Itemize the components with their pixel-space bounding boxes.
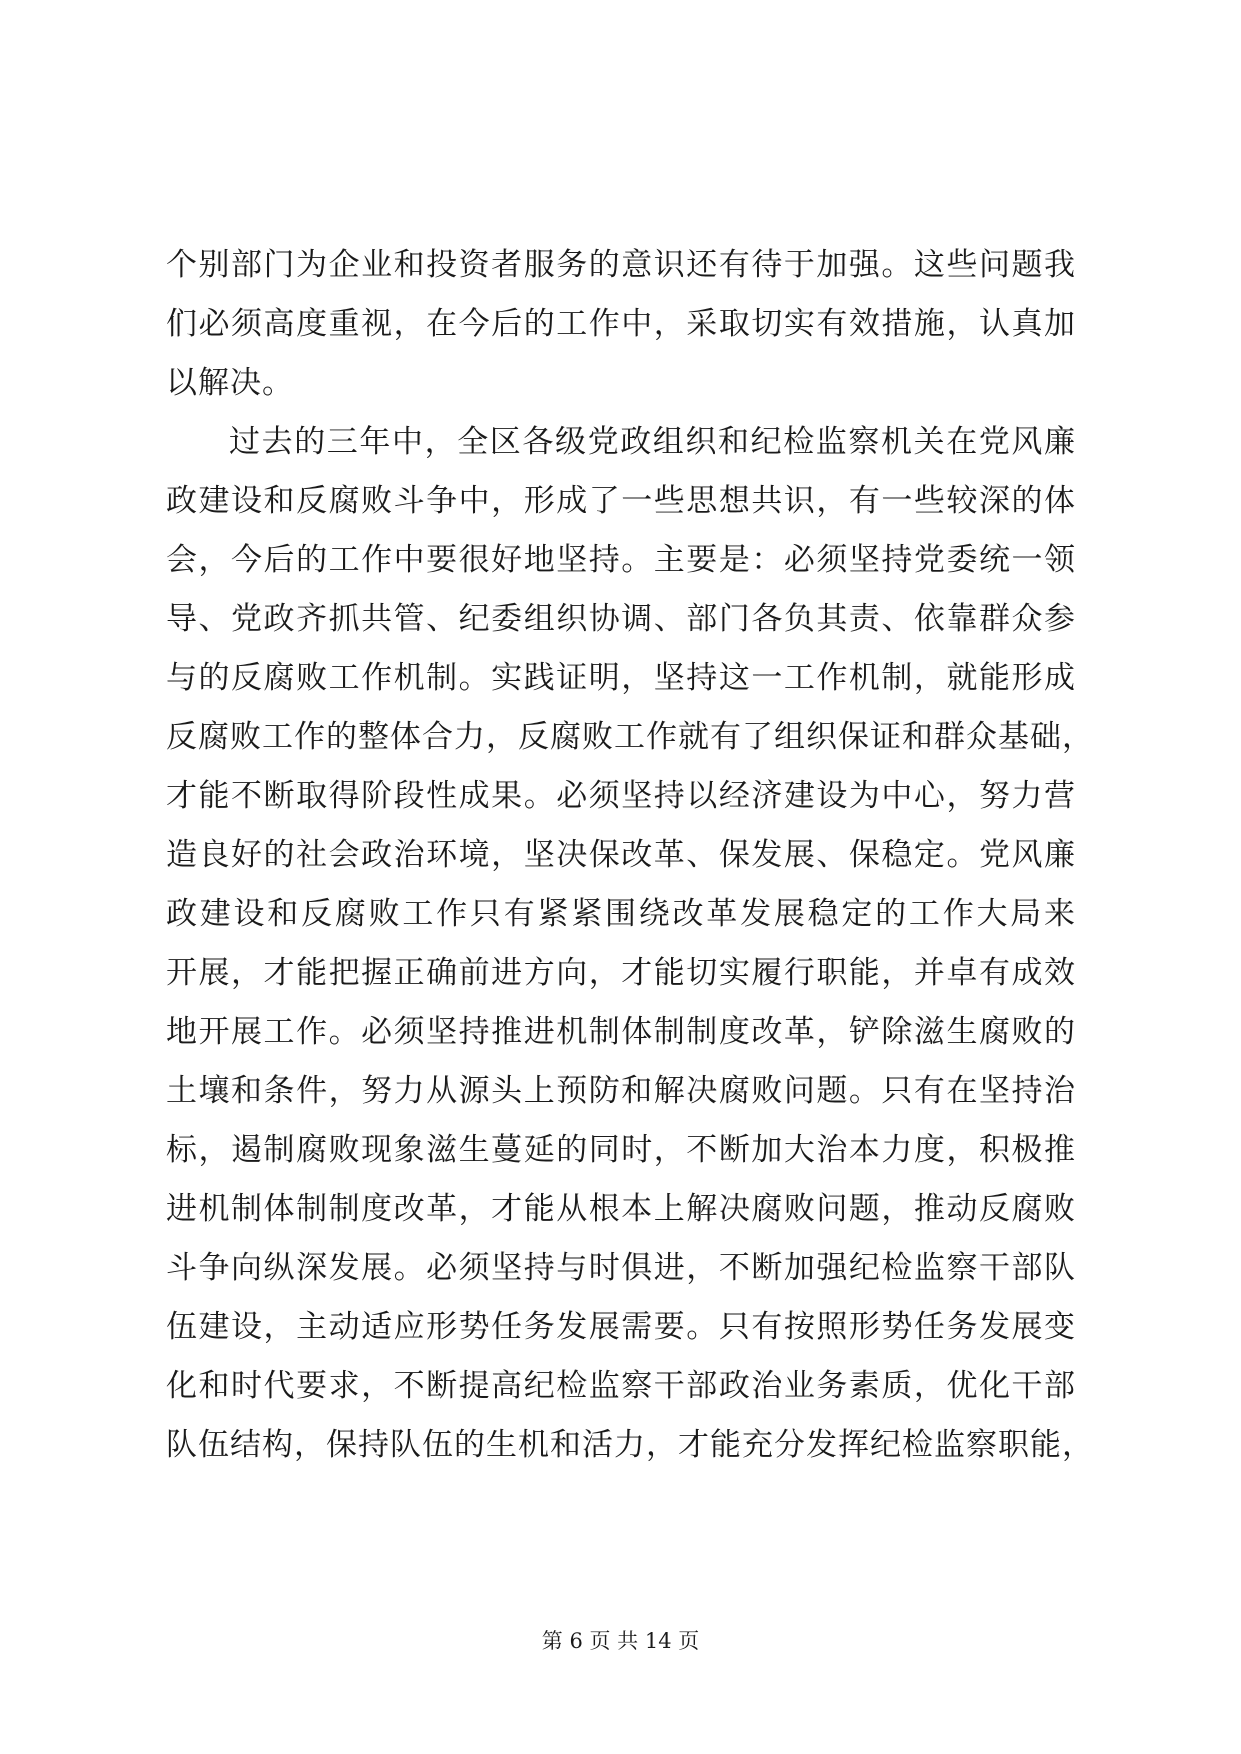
text-line: 才能不断取得阶段性成果。必须坚持以经济建设为中心，努力营	[166, 778, 1076, 814]
text-line: 土壤和条件，努力从源头上预防和解决腐败问题。只有在坚持治	[166, 1073, 1076, 1109]
text-line: 以解决。	[166, 365, 294, 401]
text-line: 化和时代要求，不断提高纪检监察干部政治业务素质，优化干部	[166, 1368, 1076, 1404]
text-line: 政建设和反腐败斗争中，形成了一些思想共识，有一些较深的体	[166, 483, 1076, 519]
text-line: 伍建设，主动适应形势任务发展需要。只有按照形势任务发展变	[166, 1309, 1076, 1345]
text-line: 进机制体制制度改革，才能从根本上解决腐败问题，推动反腐败	[166, 1191, 1076, 1227]
text-line: 地开展工作。必须坚持推进机制体制制度改革，铲除滋生腐败的	[166, 1014, 1076, 1050]
text-line: 标，遏制腐败现象滋生蔓延的同时，不断加大治本力度，积极推	[166, 1132, 1076, 1168]
text-line: 导、党政齐抓共管、纪委组织协调、部门各负其责、依靠群众参	[166, 601, 1076, 637]
text-line: 过去的三年中，全区各级党政组织和纪检监察机关在党风廉	[229, 424, 1076, 460]
text-line: 们必须高度重视，在今后的工作中，采取切实有效措施，认真加	[166, 306, 1076, 342]
text-line: 造良好的社会政治环境，坚决保改革、保发展、保稳定。党风廉	[166, 837, 1076, 873]
text-line: 反腐败工作的整体合力，反腐败工作就有了组织保证和群众基础，	[166, 719, 1094, 755]
text-line: 开展，才能把握正确前进方向，才能切实履行职能，并卓有成效	[166, 955, 1076, 991]
text-line: 队伍结构，保持队伍的生机和活力，才能充分发挥纪检监察职能，	[166, 1427, 1094, 1463]
page-number-footer: 第 6 页 共 14 页	[541, 1629, 700, 1653]
body-text	[166, 236, 1094, 1475]
text-line: 个别部门为企业和投资者服务的意识还有待于加强。这些问题我	[166, 247, 1076, 283]
text-line: 斗争向纵深发展。必须坚持与时俱进，不断加强纪检监察干部队	[166, 1250, 1076, 1286]
text-line: 会，今后的工作中要很好地坚持。主要是：必须坚持党委统一领	[166, 542, 1076, 578]
text-line: 与的反腐败工作机制。实践证明，坚持这一工作机制，就能形成	[166, 660, 1076, 696]
text-line: 政建设和反腐败工作只有紧紧围绕改革发展稳定的工作大局来	[166, 896, 1076, 932]
